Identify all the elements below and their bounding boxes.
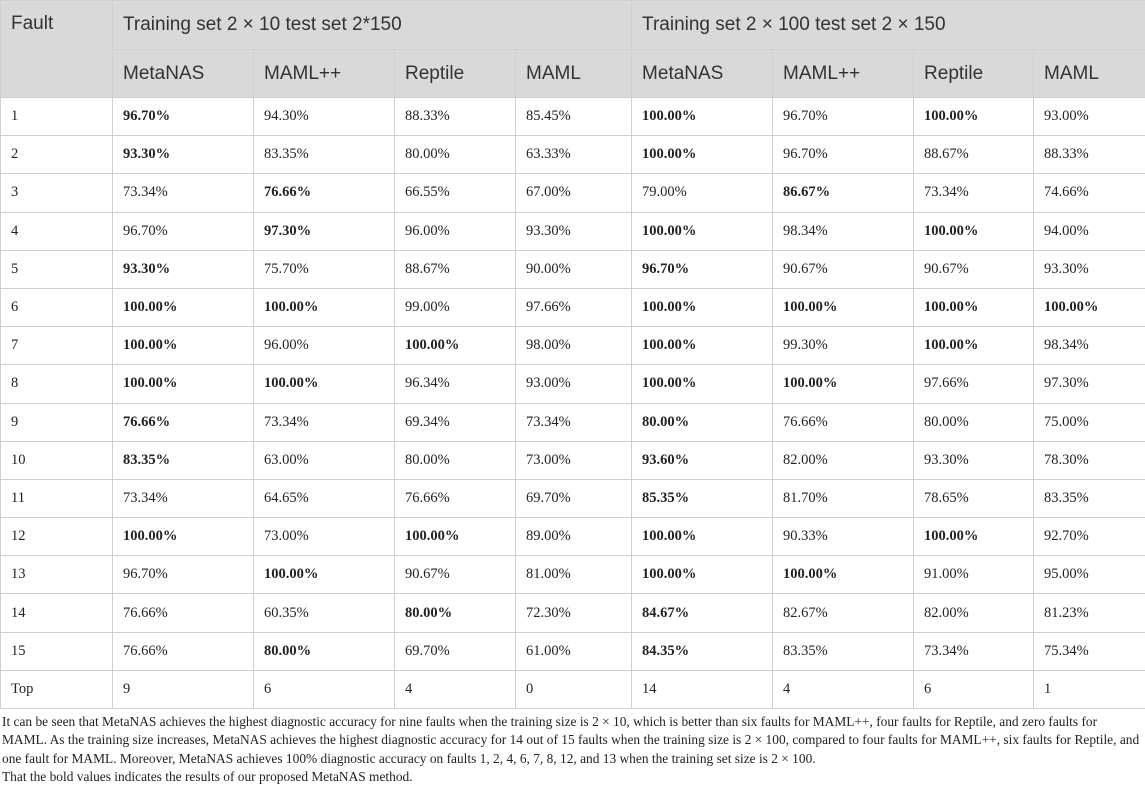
- accuracy-cell: 95.00%: [1034, 556, 1145, 594]
- footnote-bold-legend: That the bold values indicates the results of our proposed MetaNAS method.: [2, 769, 413, 785]
- fault-id-cell: 5: [1, 250, 113, 288]
- accuracy-cell: 100.00%: [914, 98, 1034, 136]
- accuracy-cell: 88.67%: [914, 136, 1034, 174]
- accuracy-cell: 6: [914, 670, 1034, 708]
- accuracy-cell: 80.00%: [395, 441, 516, 479]
- accuracy-cell: 64.65%: [254, 479, 395, 517]
- accuracy-cell: 83.35%: [1034, 479, 1145, 517]
- accuracy-cell: 100.00%: [632, 288, 773, 326]
- table-row: [1, 479, 1145, 517]
- header-group-row: [1, 1, 1145, 50]
- accuracy-cell: 88.67%: [395, 250, 516, 288]
- accuracy-cell: 88.33%: [1034, 136, 1145, 174]
- accuracy-cell: 96.70%: [113, 98, 254, 136]
- accuracy-cell: 100.00%: [395, 327, 516, 365]
- group-header-train-2x100: Training set 2 × 100 test set 2 × 150: [632, 1, 1145, 50]
- accuracy-cell: 96.34%: [395, 365, 516, 403]
- accuracy-cell: 100.00%: [254, 288, 395, 326]
- accuracy-cell: 97.66%: [516, 288, 632, 326]
- table-footnotes: [0, 709, 1145, 787]
- accuracy-cell: 100.00%: [395, 518, 516, 556]
- fault-id-cell: 6: [1, 288, 113, 326]
- fault-id-cell: 15: [1, 632, 113, 670]
- table-row: [1, 250, 1145, 288]
- table-row: [1, 632, 1145, 670]
- accuracy-cell: 94.00%: [1034, 212, 1145, 250]
- fault-column-header: Fault: [1, 1, 113, 98]
- method-header: MAML++: [254, 50, 395, 98]
- accuracy-cell: 88.33%: [395, 98, 516, 136]
- accuracy-cell: 76.66%: [113, 594, 254, 632]
- accuracy-cell: 100.00%: [254, 365, 395, 403]
- accuracy-cell: 86.67%: [773, 174, 914, 212]
- accuracy-cell: 100.00%: [773, 288, 914, 326]
- accuracy-cell: 75.34%: [1034, 632, 1145, 670]
- accuracy-cell: 90.00%: [516, 250, 632, 288]
- accuracy-cell: 100.00%: [914, 212, 1034, 250]
- fault-id-cell: 8: [1, 365, 113, 403]
- accuracy-cell: 82.00%: [773, 441, 914, 479]
- accuracy-cell: 96.70%: [773, 98, 914, 136]
- method-header: MetaNAS: [632, 50, 773, 98]
- accuracy-cell: 73.34%: [516, 403, 632, 441]
- fault-id-cell: 10: [1, 441, 113, 479]
- accuracy-cell: 73.34%: [113, 174, 254, 212]
- accuracy-cell: 100.00%: [254, 556, 395, 594]
- accuracy-cell: 81.00%: [516, 556, 632, 594]
- accuracy-cell: 100.00%: [632, 327, 773, 365]
- accuracy-cell: 60.35%: [254, 594, 395, 632]
- table-header: [1, 1, 1145, 98]
- accuracy-cell: 66.55%: [395, 174, 516, 212]
- accuracy-cell: 80.00%: [395, 594, 516, 632]
- accuracy-cell: 100.00%: [632, 556, 773, 594]
- accuracy-cell: 100.00%: [632, 365, 773, 403]
- fault-id-cell: 11: [1, 479, 113, 517]
- accuracy-cell: 97.30%: [254, 212, 395, 250]
- accuracy-cell: 91.00%: [914, 556, 1034, 594]
- accuracy-cell: 93.30%: [113, 136, 254, 174]
- fault-id-cell: 7: [1, 327, 113, 365]
- accuracy-cell: 82.00%: [914, 594, 1034, 632]
- accuracy-cell: 100.00%: [773, 556, 914, 594]
- table-row: [1, 174, 1145, 212]
- fault-id-cell: 1: [1, 98, 113, 136]
- method-header: MAML: [516, 50, 632, 98]
- accuracy-cell: 96.00%: [254, 327, 395, 365]
- accuracy-cell: 83.35%: [254, 136, 395, 174]
- accuracy-cell: 76.66%: [113, 632, 254, 670]
- group-header-train-2x10: Training set 2 × 10 test set 2*150: [113, 1, 632, 50]
- accuracy-cell: 63.00%: [254, 441, 395, 479]
- fault-id-cell: 2: [1, 136, 113, 174]
- accuracy-cell: 83.35%: [113, 441, 254, 479]
- accuracy-cell: 90.67%: [395, 556, 516, 594]
- accuracy-cell: 81.70%: [773, 479, 914, 517]
- accuracy-cell: 14: [632, 670, 773, 708]
- accuracy-cell: 97.66%: [914, 365, 1034, 403]
- accuracy-cell: 100.00%: [1034, 288, 1145, 326]
- fault-id-cell: 3: [1, 174, 113, 212]
- accuracy-cell: 100.00%: [113, 288, 254, 326]
- fault-id-cell: 14: [1, 594, 113, 632]
- accuracy-cell: 97.30%: [1034, 365, 1145, 403]
- accuracy-cell: 99.30%: [773, 327, 914, 365]
- accuracy-cell: 63.33%: [516, 136, 632, 174]
- fault-id-cell: 9: [1, 403, 113, 441]
- accuracy-cell: 96.70%: [113, 556, 254, 594]
- accuracy-cell: 76.66%: [254, 174, 395, 212]
- method-header: MetaNAS: [113, 50, 254, 98]
- method-header: Reptile: [395, 50, 516, 98]
- fault-id-cell: 12: [1, 518, 113, 556]
- accuracy-cell: 61.00%: [516, 632, 632, 670]
- accuracy-cell: 96.00%: [395, 212, 516, 250]
- accuracy-cell: 78.30%: [1034, 441, 1145, 479]
- accuracy-cell: 96.70%: [773, 136, 914, 174]
- accuracy-cell: 75.00%: [1034, 403, 1145, 441]
- accuracy-cell: 89.00%: [516, 518, 632, 556]
- accuracy-cell: 100.00%: [914, 288, 1034, 326]
- accuracy-cell: 100.00%: [113, 518, 254, 556]
- accuracy-cell: 78.65%: [914, 479, 1034, 517]
- accuracy-cell: 100.00%: [773, 365, 914, 403]
- table-row: [1, 556, 1145, 594]
- accuracy-cell: 73.34%: [254, 403, 395, 441]
- accuracy-cell: 84.35%: [632, 632, 773, 670]
- accuracy-cell: 96.70%: [632, 250, 773, 288]
- accuracy-cell: 73.00%: [516, 441, 632, 479]
- accuracy-cell: 93.30%: [914, 441, 1034, 479]
- accuracy-cell: 100.00%: [632, 136, 773, 174]
- fault-id-cell: 4: [1, 212, 113, 250]
- fault-id-cell: Top: [1, 670, 113, 708]
- accuracy-cell: 93.00%: [516, 365, 632, 403]
- footnote-summary: It can be seen that MetaNAS achieves the highest diagnostic accuracy for nine faults when the training size is 2 × 10, which is better than six faults for MAML++, four faults for Reptile, and zero faults for MAML. As the training size increases, MetaNAS achieves the highest diagnostic accuracy for 14 out of 15 faults when the training size is 2 × 100, compared to four faults for MAML++, six faults for Reptile, and one fault for MAML. Moreover, MetaNAS achieves 100% diagnostic accuracy on faults 1, 2, 4, 6, 7, 8, 12, and 13 when the training set size is 2 × 100.: [2, 714, 1140, 766]
- accuracy-cell: 80.00%: [254, 632, 395, 670]
- accuracy-cell: 93.30%: [1034, 250, 1145, 288]
- accuracy-cell: 84.67%: [632, 594, 773, 632]
- accuracy-cell: 85.35%: [632, 479, 773, 517]
- accuracy-cell: 75.70%: [254, 250, 395, 288]
- accuracy-cell: 100.00%: [632, 98, 773, 136]
- accuracy-cell: 100.00%: [914, 327, 1034, 365]
- accuracy-cell: 83.35%: [773, 632, 914, 670]
- table-row: [1, 670, 1145, 708]
- accuracy-cell: 100.00%: [632, 518, 773, 556]
- accuracy-cell: 98.00%: [516, 327, 632, 365]
- accuracy-cell: 93.00%: [1034, 98, 1145, 136]
- accuracy-cell: 76.66%: [773, 403, 914, 441]
- table-row: [1, 212, 1145, 250]
- accuracy-cell: 73.00%: [254, 518, 395, 556]
- accuracy-cell: 100.00%: [113, 365, 254, 403]
- accuracy-cell: 73.34%: [914, 632, 1034, 670]
- accuracy-cell: 92.70%: [1034, 518, 1145, 556]
- accuracy-cell: 74.66%: [1034, 174, 1145, 212]
- accuracy-cell: 76.66%: [395, 479, 516, 517]
- accuracy-cell: 100.00%: [113, 327, 254, 365]
- accuracy-cell: 80.00%: [632, 403, 773, 441]
- accuracy-cell: 73.34%: [914, 174, 1034, 212]
- accuracy-cell: 90.67%: [914, 250, 1034, 288]
- table-row: [1, 327, 1145, 365]
- table-body: [1, 98, 1145, 709]
- accuracy-cell: 85.45%: [516, 98, 632, 136]
- accuracy-cell: 4: [773, 670, 914, 708]
- accuracy-cell: 81.23%: [1034, 594, 1145, 632]
- accuracy-cell: 80.00%: [914, 403, 1034, 441]
- accuracy-cell: 80.00%: [395, 136, 516, 174]
- accuracy-cell: 98.34%: [773, 212, 914, 250]
- accuracy-cell: 0: [516, 670, 632, 708]
- accuracy-cell: 100.00%: [632, 212, 773, 250]
- accuracy-cell: 73.34%: [113, 479, 254, 517]
- accuracy-cell: 98.34%: [1034, 327, 1145, 365]
- fault-id-cell: 13: [1, 556, 113, 594]
- table-row: [1, 441, 1145, 479]
- accuracy-cell: 76.66%: [113, 403, 254, 441]
- accuracy-cell: 94.30%: [254, 98, 395, 136]
- accuracy-cell: 90.33%: [773, 518, 914, 556]
- method-header: Reptile: [914, 50, 1034, 98]
- accuracy-cell: 96.70%: [113, 212, 254, 250]
- table-row: [1, 288, 1145, 326]
- accuracy-cell: 93.60%: [632, 441, 773, 479]
- accuracy-cell: 67.00%: [516, 174, 632, 212]
- accuracy-cell: 69.70%: [516, 479, 632, 517]
- accuracy-cell: 72.30%: [516, 594, 632, 632]
- table-row: [1, 365, 1145, 403]
- accuracy-cell: 6: [254, 670, 395, 708]
- table-row: [1, 403, 1145, 441]
- table-row: [1, 136, 1145, 174]
- accuracy-cell: 90.67%: [773, 250, 914, 288]
- accuracy-cell: 69.34%: [395, 403, 516, 441]
- table-row: [1, 518, 1145, 556]
- accuracy-cell: 4: [395, 670, 516, 708]
- accuracy-cell: 79.00%: [632, 174, 773, 212]
- table-row: [1, 594, 1145, 632]
- method-header: MAML: [1034, 50, 1145, 98]
- accuracy-cell: 93.30%: [113, 250, 254, 288]
- accuracy-cell: 93.30%: [516, 212, 632, 250]
- accuracy-cell: 100.00%: [914, 518, 1034, 556]
- accuracy-cell: 69.70%: [395, 632, 516, 670]
- accuracy-cell: 1: [1034, 670, 1145, 708]
- table-row: [1, 98, 1145, 136]
- header-method-row: [1, 50, 1145, 98]
- accuracy-cell: 9: [113, 670, 254, 708]
- accuracy-cell: 99.00%: [395, 288, 516, 326]
- method-header: MAML++: [773, 50, 914, 98]
- accuracy-cell: 82.67%: [773, 594, 914, 632]
